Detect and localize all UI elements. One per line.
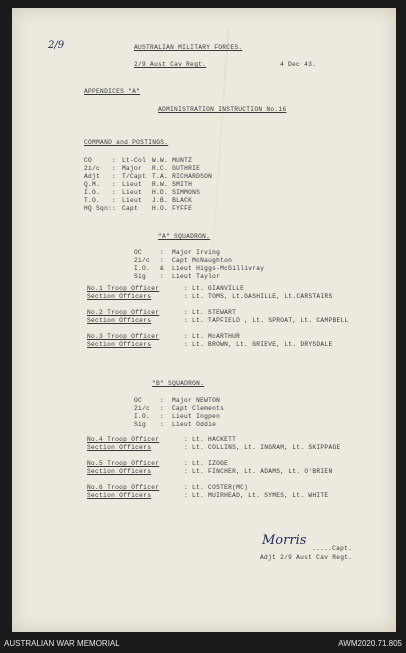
separator: : (112, 181, 117, 188)
unit-name: 2/9 Aust Cav Regt. (134, 61, 207, 68)
separator: & (160, 265, 165, 272)
signature-title: Adjt 2/9 Aust Cav Regt. (260, 554, 353, 561)
section-officer-names: Lt. MUIRHEAD, Lt. SYMES, Lt. WHITE (192, 492, 329, 499)
troop-label: No.4 Troop Officer (87, 436, 160, 443)
separator: : (160, 249, 165, 256)
squadron-officer-name: Capt McNaughton (172, 257, 233, 264)
separator: : (184, 309, 189, 316)
command-role: Q.M. (84, 181, 101, 188)
squadron-officer-name: Lieut Ingpen (172, 413, 221, 420)
squadron-officer-role: OC (134, 249, 143, 256)
separator: : (184, 492, 189, 499)
section-label: Section Officers (87, 468, 152, 475)
command-role: Adjt (84, 173, 101, 180)
separator: : (112, 157, 117, 164)
command-role: CO (84, 157, 93, 164)
squadron-officer-role: 2i/c (134, 405, 151, 412)
section-officer-names: Lt. TOMS, Lt.GASHILLE, Lt.CARSTAIRS (192, 293, 333, 300)
squadron-officer-role: I.O. (134, 265, 151, 272)
command-name: W.W. MUNTZ (152, 157, 193, 164)
separator: : (112, 165, 117, 172)
separator: : (184, 436, 189, 443)
signature-rank: .....Capt. (312, 545, 353, 552)
separator: : (160, 273, 165, 280)
archive-footer (0, 636, 406, 653)
squadron-officer-name: Major Irving (172, 249, 221, 256)
command-name: T.A. RICHARDSON (152, 173, 213, 180)
separator: : (160, 413, 165, 420)
document-date: 4 Dec 43. (280, 61, 317, 68)
troop-officer-name: Lt. COSTER(MC) (192, 484, 249, 491)
separator: : (112, 197, 117, 204)
squadron-officer-name: Lieut Taylor (172, 273, 221, 280)
separator: : (184, 468, 189, 475)
troop-label: No.6 Troop Officer (87, 484, 160, 491)
section-officer-names: Lt. COLLINS, Lt. INGRAM, Lt. SKIPPAGE (192, 444, 341, 451)
squadron-b-heading: "B" SQUADRON. (152, 380, 205, 387)
troop-label: No.5 Troop Officer (87, 460, 160, 467)
troop-label: No.3 Troop Officer (87, 333, 160, 340)
troop-label: No.1 Troop Officer (87, 285, 160, 292)
separator: : (184, 460, 189, 467)
command-role: HQ Sqn: (84, 205, 113, 212)
command-role: I.O. (84, 189, 101, 196)
command-name: H.O. FYFFE (152, 205, 193, 212)
troop-officer-name: Lt. GIANVILLE (192, 285, 245, 292)
section-label: Section Officers (87, 492, 152, 499)
signature-mark: Morris (262, 533, 307, 548)
document-page (12, 8, 396, 632)
section-officer-names: Lt. TAPFIELD , Lt. SPROAT, Lt. CAMPBELL (192, 317, 349, 324)
separator: : (160, 257, 165, 264)
squadron-officer-name: Capt Clements (172, 405, 225, 412)
separator: : (112, 189, 117, 196)
command-rank: Lt-Col (122, 157, 147, 164)
section-label: Section Officers (87, 341, 152, 348)
squadron-officer-role: I.O. (134, 413, 151, 420)
squadron-officer-name: Lieut Oddie (172, 421, 217, 428)
organization-title: AUSTRALIAN MILITARY FORCES. (134, 44, 243, 51)
separator: : (184, 317, 189, 324)
command-rank: Lieut (122, 197, 143, 204)
command-heading: COMMAND and POSTINGS. (84, 139, 169, 146)
command-rank: Lieut (122, 189, 143, 196)
squadron-officer-role: 2i/c (134, 257, 151, 264)
separator: : (184, 285, 189, 292)
separator: : (184, 293, 189, 300)
command-rank: T/Capt (122, 173, 147, 180)
separator: : (184, 444, 189, 451)
section-officer-names: Lt. BROWN, Lt. GRIEVE, Lt. DRYSDALE (192, 341, 333, 348)
command-name: J.B. BLACK (152, 197, 193, 204)
command-role: T.O. (84, 197, 101, 204)
separator: : (160, 421, 165, 428)
appendix-heading: APPENDICES "A" (84, 88, 141, 95)
squadron-a-heading: "A" SQUADRON. (158, 233, 211, 240)
troop-officer-name: Lt. McARTHUR (192, 333, 241, 340)
troop-officer-name: Lt. HACKETT (192, 436, 237, 443)
separator: : (160, 397, 165, 404)
section-label: Section Officers (87, 293, 152, 300)
command-rank: Major (122, 165, 143, 172)
instruction-title: ADMINISTRATION INSTRUCTION No.16 (158, 106, 287, 113)
section-label: Section Officers (87, 444, 152, 451)
section-officer-names: Lt. FINCHER, Lt. ADAMS, Lt. O'BRIEN (192, 468, 333, 475)
squadron-officer-name: Major NEWTON (172, 397, 221, 404)
separator: : (184, 341, 189, 348)
squadron-officer-name: Lieut Higgs-McGillivray (172, 265, 265, 272)
command-role: 2i/c (84, 165, 101, 172)
separator: : (184, 484, 189, 491)
command-rank: Capt (122, 205, 139, 212)
command-name: R.C. GUTHRIE (152, 165, 201, 172)
footer-accession: AWM2020.71.805 (338, 639, 402, 648)
squadron-officer-role: OC (134, 397, 143, 404)
section-label: Section Officers (87, 317, 152, 324)
separator: : (112, 173, 117, 180)
handwritten-note: 2/9 (48, 40, 65, 51)
command-rank: Lieut (122, 181, 143, 188)
troop-officer-name: Lt. STEWART (192, 309, 237, 316)
squadron-officer-role: Sig (134, 273, 147, 280)
troop-officer-name: Lt. IZOGE (192, 460, 229, 467)
separator: : (184, 333, 189, 340)
troop-label: No.2 Troop Officer (87, 309, 160, 316)
squadron-officer-role: Sig (134, 421, 147, 428)
command-name: R.W. SMITH (152, 181, 193, 188)
separator: : (112, 205, 117, 212)
separator: : (160, 405, 165, 412)
command-name: H.D. SIMMONS (152, 189, 201, 196)
footer-source: AUSTRALIAN WAR MEMORIAL (4, 639, 120, 648)
